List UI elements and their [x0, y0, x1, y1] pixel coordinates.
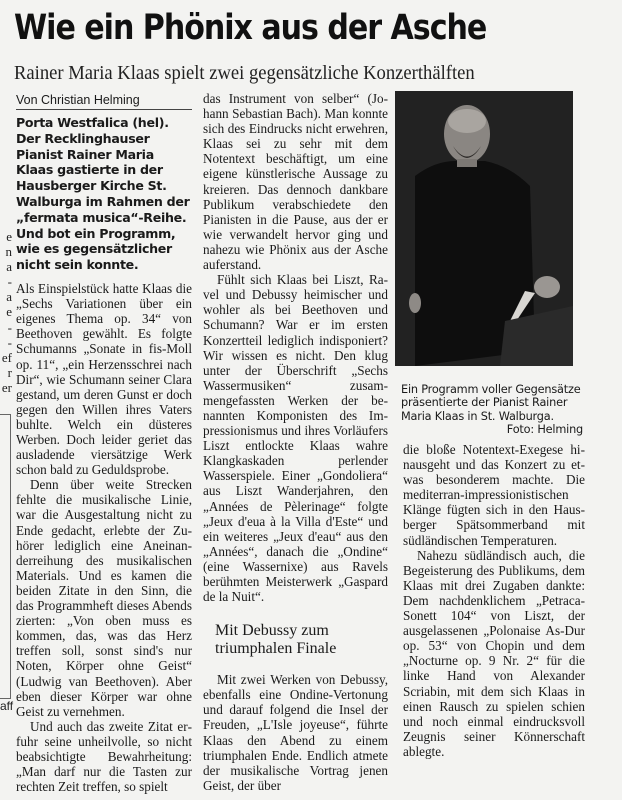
fragment-letter: e — [6, 229, 12, 244]
column-1 — [16, 93, 192, 794]
fragment-letter: - — [7, 274, 12, 290]
photo-caption — [401, 383, 583, 436]
fragment-letter: n — [5, 244, 12, 260]
pianist-photo — [395, 91, 573, 366]
fragment-letter: r — [7, 364, 12, 380]
body-paragraph: Denn über weite Strecken fehlte die musikalische Linie, war die Ausgestaltung nicht zu Ende gedacht, erlebte der Zuhörer lediglich eine Aneinanderreihung des musikalischen Materials. Und es kamen die beiden Zitate in den Sinn, die das Programmheft dieses Abends zierten: „Von oben muss es kommen, das, was das Herz treffen soll, sonst sind's nur Noten, Körper ohne Geist“ (Ludwig van Beethoven). Aber eben dieser Körper war ohne Geist zu vernehmen. — [16, 477, 192, 719]
body-paragraph: Und auch das zweite Zitat erfuhr seine unheilvolle, so nicht beabsichtigte Bewahrheitung: „Man darf nur die Tasten zur rechten Zeit treffen, so spielt — [16, 718, 192, 795]
adjacent-text-fragment: aff — [0, 699, 14, 713]
fragment-letter: er — [1, 379, 12, 395]
fragment-letter: e — [6, 304, 12, 320]
photo-credit: Foto: Helming — [506, 422, 583, 436]
headline: Wie ein Phönix aus der Asche — [14, 8, 487, 48]
fragment-letter: a — [6, 289, 12, 305]
body-paragraph: Fühlt sich Klaas bei Liszt, Ravel und Debussy heimischer und wohler als bei Beethoven und Schumann? War er im ersten Konzertteil lediglich indisponiert? Wir wissen es nicht. Den klug unter der Überschrift „Sechs Wassermusiken“ zusammengefassten Werken der benannten Komponisten des Impressionismus und ihres Vorläufers Liszt entlockte Klaas wahre Klangkaskaden perlender Wasserspiele. Einer „Gondoliera“ aus Liszt Wanderjahren, den „Années de Pèlerinage“ folgte „Jeux d'eua à la Villa d'Este“ und ein weiteres „Jeux d'eau“ aus den „Années“, danach die „Ondine“ (eine Wassernixe) aus Ravels berühmten Meisterwerk „Gaspard de la Nuit“. — [203, 272, 388, 605]
body-paragraph: Mit zwei Werken von Debussy, ebenfalls eine Ondine-Vertonung und darauf folgend die Insel der Freuden, „L'Isle joyeuse“, führte Klaas den Abend zu einem triumphalen Ende. Endlich atmete der musikalische Vortrag jenen Geist, der über — [203, 672, 388, 793]
caption-text: Ein Programm voller Gegensätze präsentierte der Pianist Rainer Maria Klaas in St. Walburga. — [401, 383, 581, 423]
adjacent-article-fragment — [0, 229, 12, 395]
byline: Von Christian Helming — [16, 93, 192, 110]
body-paragraph: die bloße Notentext-Exegese hinausgeht und das Konzert zu etwas besonderem machte. Die mediterran-impressionistischen Klänge fügten sich in den Hausberger Spätsommerband mit südländischen Temperaturen. — [403, 442, 585, 548]
body-paragraph: das Instrument von selber“ (Johann Sebastian Bach). Man konnte sich des Eindrucks nicht erwehren, Klaas sei zu sehr mit dem Notentext beschäftigt, um eine eigene künstlerische Aussage zu kreieren. Das dennoch dankbare Publikum verabschiedete den Pianisten in die Pause, aus der er wie verwandelt hervor ging und nahezu wie Phönix aus der Asche auferstand. — [203, 91, 388, 273]
column-2 — [203, 91, 388, 793]
section-subtitle: Mit Debussy zum triumphalen Finale — [215, 622, 337, 658]
fragment-letter: ef — [1, 349, 12, 365]
pianist-portrait-image — [395, 91, 573, 366]
lead-paragraph: Porta Westfalica (hel). Der Recklinghauser Pianist Rainer Maria Klaas gastierte in der Hausberger Kirche St. Walburga im Rahmen der „fermata musica“-Reihe. Und bot ein Programm, wie es gegensätzlicher nicht sein konnte. — [16, 115, 190, 273]
adjacent-box-frame — [0, 414, 11, 699]
column-3 — [403, 442, 585, 759]
subheadline: Rainer Maria Klaas spielt zwei gegensätzliche Konzerthälften — [14, 62, 475, 84]
fragment-letter: - — [7, 319, 12, 335]
body-paragraph: Als Einspielstück hatte Klaas die „Sechs Variationen über ein eigenes Thema op. 34“ von Beethoven gewählt. Es folgte Schumanns „Sonate in fis-Moll op. 11“, „ein Herzensschrei nach Dir“, wie Schumann seiner Clara gestand, um deren Gunst er doch gegen den Willen ihres Vaters buhlte. Welch ein düsteres Werben. Doch leider geriet das ausladende viersätzige Werk schon bald zu Geduldsprobe. — [16, 281, 192, 478]
body-paragraph: Nahezu südländisch auch, die Begeisterung des Publikums, dem Klaas mit drei Zugaben dankte: Dem nachdenklichem „Petraca-Sonett 104“ von Liszt, der ausgelassenen „Polonaise As-Dur op. 53“ von Chopin und dem „Nocturne op. 9 Nr. 2“ für die linke Hand von Alexander Scriabin, mit dem sich Klaas in einen Rausch zu spielen schien und noch einmal eindrucksvoll Zeugnis seiner Könnerschaft ablegte. — [403, 547, 585, 759]
fragment-letter: a — [6, 259, 12, 275]
fragment-letter: - — [7, 334, 12, 350]
